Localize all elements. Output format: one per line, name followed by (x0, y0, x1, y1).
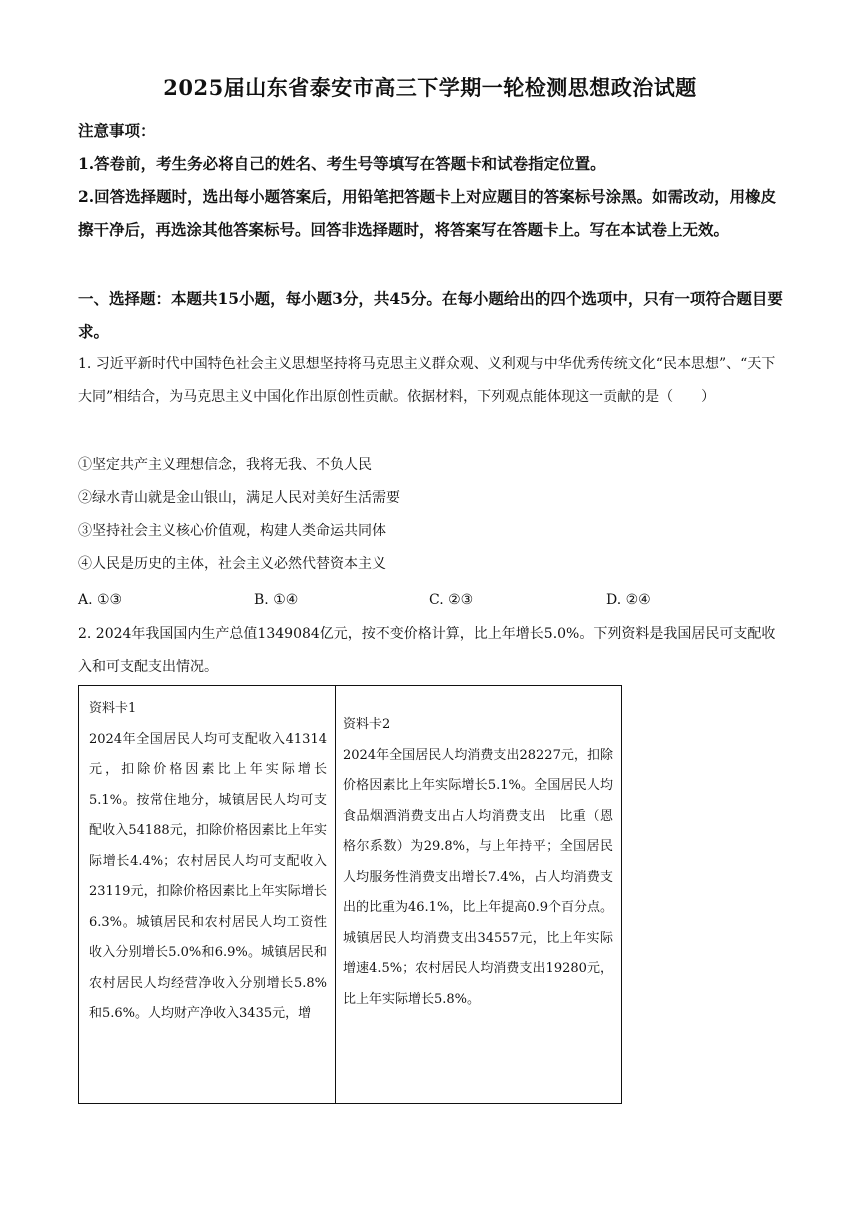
question-1-statement-2: ②绿水青山就是金山银山，满足人民对美好生活需要 (78, 490, 400, 506)
data-card-1-body: 2024年全国居民人均可支配收入41314元，扣除价格因素比上年实际增长5.1%。按常住地分，城镇居民人均可支配收入54188元，扣除价格因素比上年实际增长4.4%；农村居民人均可支配收入23119元，扣除价格因素比上年实际增长6.3%。城镇居民和农村居民人均工资性收入分别增长5.0%和6.9%。城镇居民和农村居民人均经营净收入分别增长5.8%和5.6%。人均财产净收入3435元，增 (89, 731, 327, 1021)
data-card-2-body: 2024年全国居民人均消费支出28227元，扣除价格因素比上年实际增长5.1%。全国居民人均食品烟酒消费支出占人均消费支出 比重（恩格尔系数）为29.8%，与上年持平；全国居民人均服务性消费支出增长7.4%，占人均消费支出的比重为46.1%，比上年提高0.9个百分点。城镇居民人均消费支出34557元，比上年实际增速4.5%；农村居民人均消费支出19280元，比上年实际增长5.8%。 (343, 747, 613, 1007)
question-2-stem: 2. 2024年我国国内生产总值1349084亿元，按不变价格计算，比上年增长5.0%。下列资料是我国居民可支配收入和可支配支出情况。 (78, 626, 776, 675)
data-card-1-heading: 资料卡1 (89, 701, 137, 716)
choice-d: D. ②④ (606, 592, 651, 608)
choice-c: C. ②③ (429, 592, 474, 608)
question-1-statement-3: ③坚持社会主义核心价值观，构建人类命运共同体 (78, 523, 386, 539)
choice-b: B. ①④ (254, 592, 299, 608)
exam-title: 2025届山东省泰安市高三下学期一轮检测思想政治试题 (163, 75, 697, 100)
question-1-stem: 1. 习近平新时代中国特色社会主义思想坚持将马克思主义群众观、义利观与中华优秀传统文化“民本思想”、“天下大同”相结合，为马克思主义中国化作出原创性贡献。依据材料，下列观点能体现这一贡献的是（ ） (78, 356, 776, 405)
data-card-2 (343, 710, 613, 1015)
question-1-choices (78, 584, 788, 617)
data-card-2-heading: 资料卡2 (343, 717, 391, 732)
section-1-heading: 一、选择题：本题共15小题，每小题3分，共45分。在每小题给出的四个选项中，只有一项符合题目要求。 (78, 289, 783, 341)
data-card-1 (89, 694, 327, 1030)
choice-a: A. ①③ (78, 592, 123, 608)
table-divider (335, 686, 336, 1103)
note-item-2: 2.回答选择题时，选出每小题答案后，用铅笔把答题卡上对应题目的答案标号涂黑。如需改动，用橡皮擦干净后，再选涂其他答案标号。回答非选择题时，将答案写在答题卡上。写在本试卷上无效。 (78, 187, 777, 239)
notes-heading: 注意事项： (78, 121, 156, 140)
question-1-statement-1: ①坚定共产主义理想信念，我将无我、不负人民 (78, 457, 372, 473)
note-item-1: 1.答卷前，考生务必将自己的姓名、考生号等填写在答题卡和试卷指定位置。 (78, 154, 606, 173)
question-1-statement-4: ④人民是历史的主体，社会主义必然代替资本主义 (78, 556, 386, 572)
data-card-table (78, 685, 622, 1104)
